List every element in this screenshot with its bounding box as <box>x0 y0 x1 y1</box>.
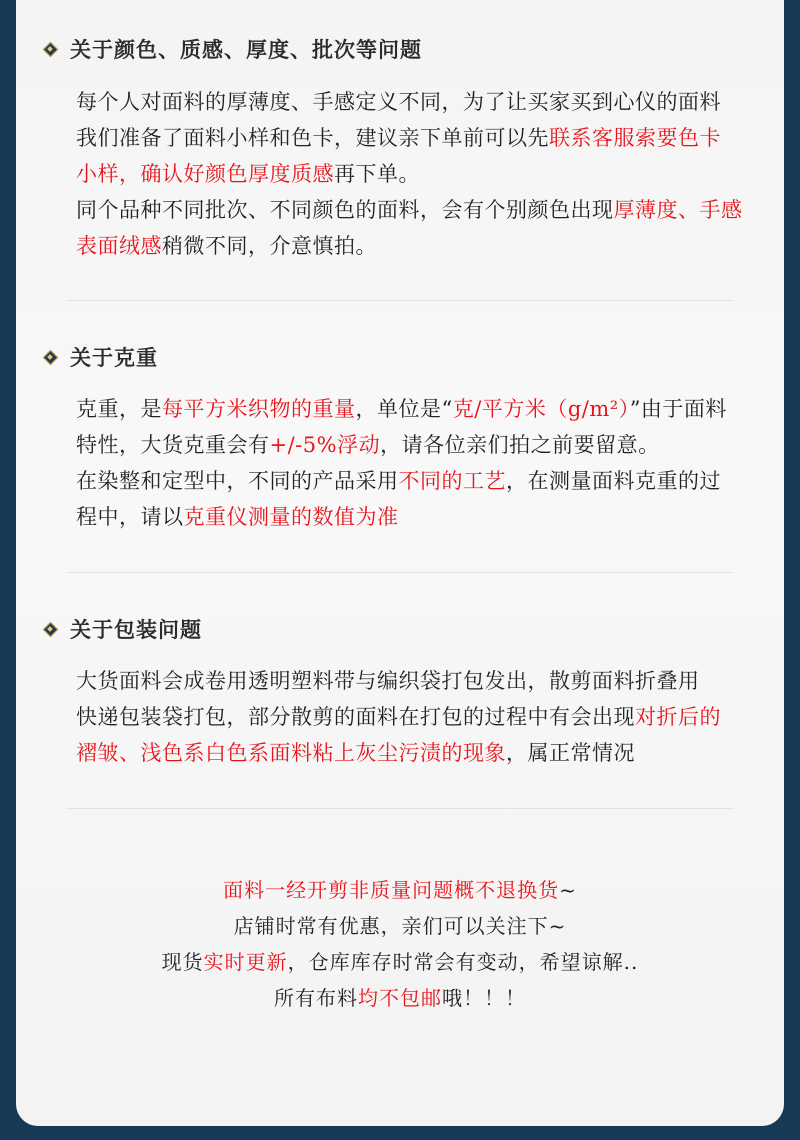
text-line: 快递包装袋打包，部分散剪的面料在打包的过程中有会出现对折后的 <box>76 705 721 729</box>
content-card <box>16 0 784 1126</box>
text-line: 褶皱、浅色系白色系面料粘上灰尘污渍的现象，属正常情况 <box>76 741 635 765</box>
text-line: 在染整和定型中，不同的产品采用不同的工艺，在测量面料克重的过 <box>76 469 721 493</box>
footer-notes <box>16 872 784 1016</box>
section-divider <box>66 572 734 573</box>
text-line: 我们准备了面料小样和色卡，建议亲下单前可以先联系客服索要色卡 <box>76 126 721 150</box>
section-heading-weight <box>44 342 158 372</box>
footer-line: 店铺时常有优惠，亲们可以关注下~ <box>233 914 567 938</box>
text-line: 克重，是每平方米织物的重量，单位是“克/平方米（g/m²）”由于面料 <box>76 397 727 421</box>
text-line: 程中，请以克重仪测量的数值为准 <box>76 505 399 529</box>
footer-line: 所有布料均不包邮哦！！！ <box>274 986 526 1010</box>
footer-line: 面料一经开剪非质量问题概不退换货~ <box>223 878 577 902</box>
section-title: 关于包装问题 <box>70 617 202 642</box>
section-body-color <box>76 84 744 264</box>
text-line: 表面绒感稍微不同，介意慎拍。 <box>76 234 377 258</box>
text-line: 同个品种不同批次、不同颜色的面料，会有个别颜色出现厚薄度、手感 <box>76 198 743 222</box>
section-body-packaging <box>76 663 744 771</box>
section-heading-color <box>44 34 422 64</box>
text-line: 特性，大货克重会有+/-5%浮动，请各位亲们拍之前要留意。 <box>76 433 660 457</box>
section-divider <box>66 300 734 301</box>
text-line: 每个人对面料的厚薄度、手感定义不同，为了让买家买到心仪的面料 <box>76 90 721 114</box>
section-title: 关于颜色、质感、厚度、批次等问题 <box>70 37 422 62</box>
section-heading-packaging <box>44 614 202 644</box>
diamond-bullet-icon <box>44 623 56 635</box>
section-title: 关于克重 <box>70 345 158 370</box>
text-line: 大货面料会成卷用透明塑料带与编织袋打包发出，散剪面料折叠用 <box>76 669 700 693</box>
footer-line: 现货实时更新，仓库库存时常会有变动，希望谅解.. <box>161 950 639 974</box>
diamond-bullet-icon <box>44 43 56 55</box>
section-divider <box>66 808 734 809</box>
text-line: 小样，确认好颜色厚度质感再下单。 <box>76 162 420 186</box>
diamond-bullet-icon <box>44 351 56 363</box>
section-body-weight <box>76 391 744 535</box>
